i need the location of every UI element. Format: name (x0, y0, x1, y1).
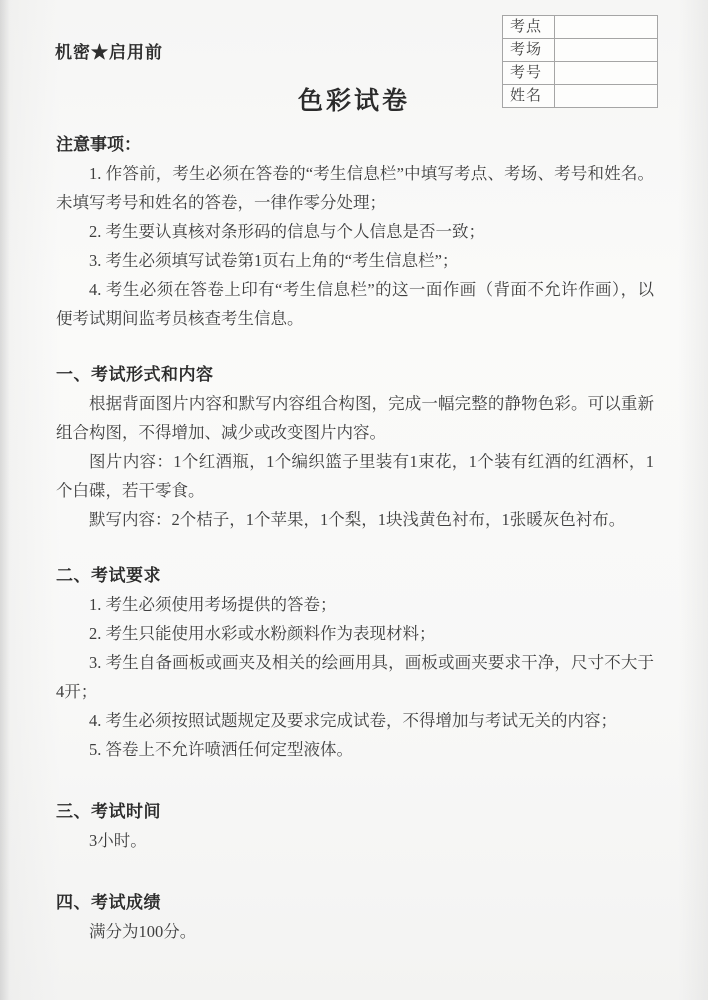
section-paragraph: 图片内容：1个红酒瓶，1个编织篮子里装有1束花，1个装有红酒的红酒杯，1个白碟，若干零食。 (56, 452, 654, 500)
info-value-exam-number (555, 62, 658, 85)
info-label-exam-number: 考号 (503, 62, 555, 85)
notice-item: 3. 考生必须填写试卷第1页右上角的“考生信息栏”； (89, 251, 459, 270)
confidential-label: 机密★启用前 (55, 43, 163, 62)
section-heading: 二、考试要求 (56, 566, 161, 585)
notice-item: 4. 考生必须在答卷上印有“考生信息栏”的这一面作画（背面不允许作画），以便考试期间监考员核查考生信息。 (56, 280, 654, 328)
info-value-exam-room (555, 39, 658, 62)
section-exam-time (56, 797, 654, 855)
info-label-exam-site: 考点 (503, 16, 555, 39)
section-paragraph: 根据背面图片内容和默写内容组合构图，完成一幅完整的静物色彩。可以重新组合构图，不得增加、减少或改变图片内容。 (56, 394, 654, 442)
info-value-name (555, 85, 658, 108)
section-paragraph: 3小时。 (89, 831, 147, 850)
section-paragraph: 满分为100分。 (89, 922, 197, 941)
section-exam-format (56, 360, 654, 534)
section-heading: 一、考试形式和内容 (56, 365, 214, 384)
info-label-name: 姓名 (503, 85, 555, 108)
section-heading: 三、考试时间 (56, 802, 161, 821)
table-row (503, 39, 658, 62)
table-row (503, 85, 658, 108)
section-paragraph: 默写内容：2个桔子，1个苹果，1个梨，1块浅黄色衬布，1张暖灰色衬布。 (89, 510, 626, 529)
info-value-exam-site (555, 16, 658, 39)
notice-item: 1. 作答前，考生必须在答卷的“考生信息栏”中填写考点、考场、考号和姓名。未填写考号和姓名的答卷，一律作零分处理； (56, 164, 654, 212)
page-title: 色彩试卷 (297, 88, 410, 115)
notice-item: 2. 考生要认真核对条形码的信息与个人信息是否一致； (89, 222, 485, 241)
candidate-info-table (502, 15, 658, 108)
section-paragraph: 3. 考生自备画板或画夹及相关的绘画用具，画板或画夹要求干净，尺寸不大于4开； (56, 653, 654, 701)
section-paragraph: 2. 考生只能使用水彩或水粉颜料作为表现材料； (89, 624, 436, 643)
table-row (503, 62, 658, 85)
notice-heading: 注意事项： (56, 135, 141, 154)
section-paragraph: 4. 考生必须按照试题规定及要求完成试卷，不得增加与考试无关的内容； (89, 711, 617, 730)
section-heading: 四、考试成绩 (56, 893, 161, 912)
info-label-exam-room: 考场 (503, 39, 555, 62)
section-exam-requirements (56, 561, 654, 764)
document-body (56, 130, 654, 946)
section-paragraph: 5. 答卷上不允许喷洒任何定型液体。 (89, 740, 353, 759)
table-row (503, 16, 658, 39)
section-exam-score (56, 888, 654, 946)
section-paragraph: 1. 考生必须使用考场提供的答卷； (89, 595, 337, 614)
